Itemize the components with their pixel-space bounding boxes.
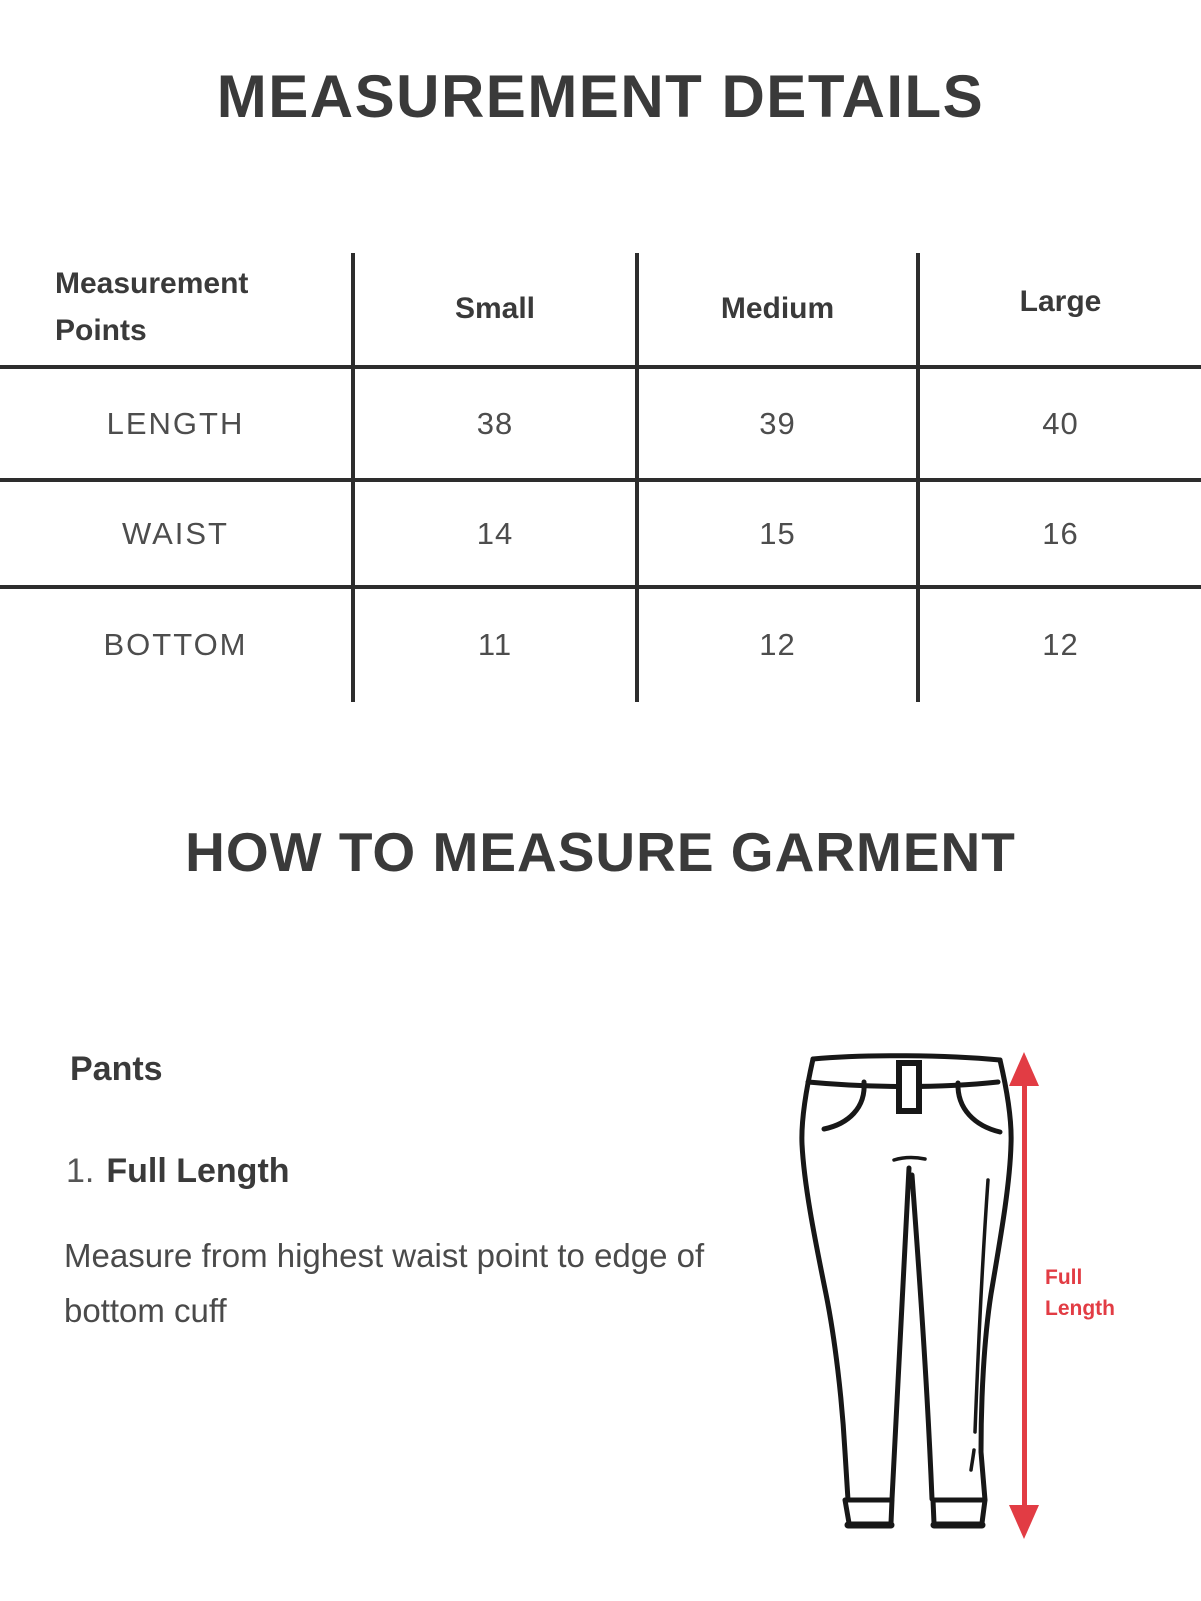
row-label-bottom: BOTTOM bbox=[103, 626, 248, 662]
bottom-medium-value: 12 bbox=[759, 626, 796, 662]
step-title: Full Length bbox=[106, 1152, 290, 1190]
step-number: 1. bbox=[66, 1152, 95, 1190]
length-small-value: 38 bbox=[476, 405, 514, 441]
arrow-up-icon bbox=[1009, 1052, 1039, 1086]
bottom-large-value: 12 bbox=[1042, 626, 1079, 662]
pants-fly-line bbox=[894, 1158, 925, 1160]
row-label-waist: WAIST bbox=[121, 515, 229, 551]
pants-right-cuff bbox=[933, 1500, 985, 1523]
pants-inner-right-leg bbox=[912, 1175, 932, 1499]
bottom-small-value: 11 bbox=[477, 626, 513, 662]
pants-waist-top bbox=[813, 1056, 1000, 1060]
step-description: Measure from highest waist point to edge of bottom cuff bbox=[64, 1237, 705, 1329]
pants-left-cuff bbox=[845, 1500, 892, 1523]
page-title: MEASUREMENT DETAILS bbox=[216, 63, 985, 130]
pants-illustration bbox=[782, 1032, 1022, 1547]
full-length-label-line2: Length bbox=[1045, 1297, 1115, 1320]
garment-name-label: Pants bbox=[70, 1050, 163, 1088]
length-medium-value: 39 bbox=[759, 405, 796, 441]
pants-belt-tab bbox=[899, 1063, 919, 1111]
pants-right-pocket bbox=[958, 1083, 1000, 1132]
row-label-length: LENGTH bbox=[106, 405, 245, 441]
pants-inner-left-leg bbox=[892, 1168, 909, 1499]
full-length-label bbox=[1045, 1262, 1115, 1324]
step-heading bbox=[66, 1152, 290, 1191]
arrow-down-icon bbox=[1009, 1505, 1039, 1539]
waist-small-value: 14 bbox=[476, 515, 514, 551]
column-header-large: Large bbox=[1019, 285, 1102, 318]
full-length-label-line1: Full bbox=[1045, 1266, 1083, 1289]
waist-medium-value: 15 bbox=[759, 515, 796, 551]
full-length-arrow bbox=[1022, 1084, 1027, 1509]
column-header-medium: Medium bbox=[720, 292, 835, 325]
section-title: HOW TO MEASURE GARMENT bbox=[185, 821, 1016, 883]
pants-left-pocket bbox=[824, 1082, 864, 1129]
waist-large-value: 16 bbox=[1042, 515, 1079, 551]
column-header-small: Small bbox=[454, 292, 536, 325]
column-header-measurement-points: Measurement Points bbox=[55, 266, 249, 347]
length-large-value: 40 bbox=[1042, 405, 1079, 441]
